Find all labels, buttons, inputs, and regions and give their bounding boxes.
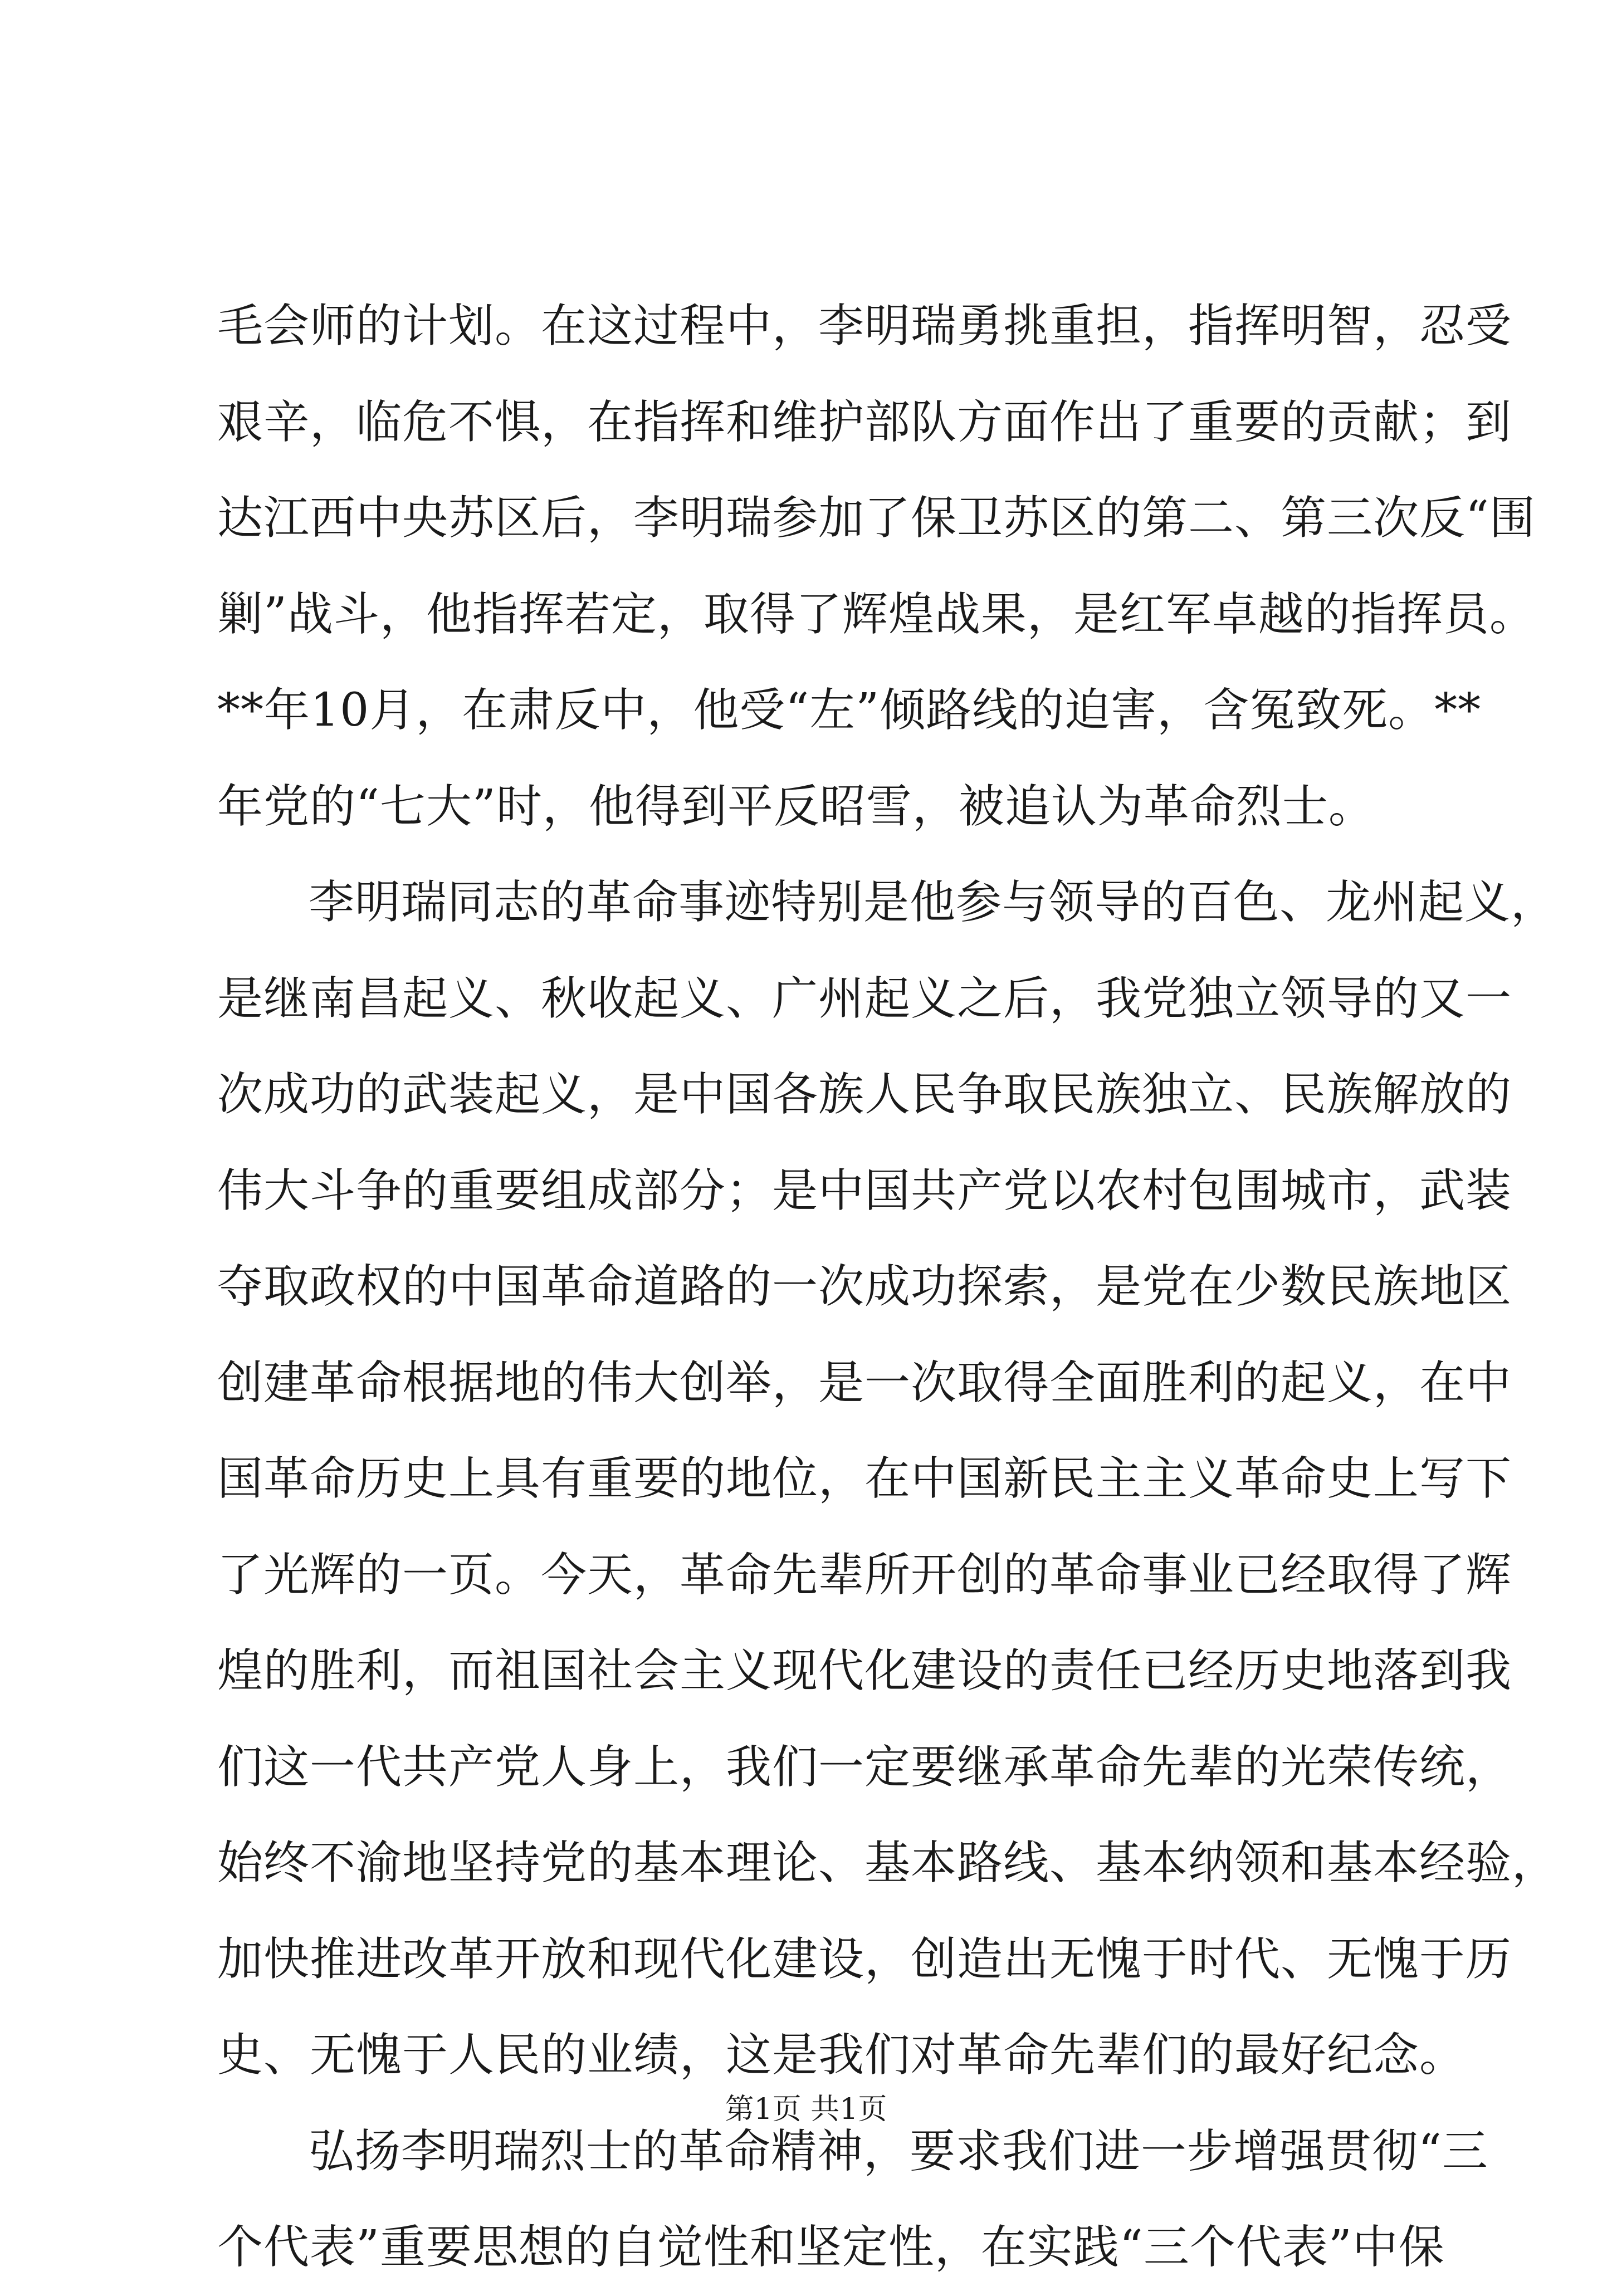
text-line: 夺取政权的中国革命道路的一次成功探索，是党在少数民族地区 [217,1260,1512,1313]
text-line: **年10月，在肃反中，他受“左”倾路线的迫害，含冤致死。** [217,684,1482,737]
text-line: 次成功的武装起义，是中国各族人民争取民族独立、民族解放的 [217,1068,1512,1121]
text-line: 始终不渝地坚持党的基本理论、基本路线、基本纳领和基本经验， [217,1837,1559,1889]
text-line: 煌的胜利，而祖国社会主义现代化建设的责任已经历史地落到我 [217,1644,1512,1697]
page-footer: 第1页 共1页 [725,2093,887,2126]
text-line: 国革命历史上具有重要的地位，在中国新民主主义革命史上写下 [217,1452,1512,1505]
text-line: 创建革命根据地的伟大创举，是一次取得全面胜利的起义，在中 [217,1356,1512,1409]
text-line: 毛会师的计划。在这过程中，李明瑞勇挑重担，指挥明智，忍受 [217,300,1512,353]
text-line: 史、无愧于人民的业绩，这是我们对革命先辈们的最好纪念。 [217,2029,1466,2082]
document-body [217,278,1559,2296]
text-line: 伟大斗争的重要组成部分；是中国共产党以农村包围城市，武装 [217,1164,1512,1217]
text-line: 们这一代共产党人身上，我们一定要继承革命先辈的光荣传统， [217,1740,1512,1794]
text-line: 加快推进改革开放和现代化建设，创造出无愧于时代、无愧于历 [217,1932,1512,1986]
text-line: 弘扬李明瑞烈士的革命精神，要求我们进一步增强贯彻“三 [309,2124,1488,2178]
text-line: 了光辉的一页。今天，革命先辈所开创的革命事业已经取得了辉 [217,1548,1512,1602]
text-line: 个代表”重要思想的自觉性和坚定性，在实践“三个代表”中保 [217,2221,1445,2274]
text-line: 艰辛，临危不惧，在指挥和维护部队方面作出了重要的贡献；到 [217,395,1512,449]
text-line: 达江西中央苏区后，李明瑞参加了保卫苏区的第二、第三次反“围 [217,492,1536,545]
text-line: 年党的“七大”时，他得到平反昭雪，被追认为革命烈士。 [217,780,1375,833]
text-line: 李明瑞同志的革命事迹特别是他参与领导的百色、龙州起义， [309,876,1557,929]
text-line: 剿”战斗，他指挥若定，取得了辉煌战果，是红军卓越的指挥员。 [217,588,1536,641]
text-line: 是继南昌起义、秋收起义、广州起义之后，我党独立领导的又一 [217,972,1512,1025]
